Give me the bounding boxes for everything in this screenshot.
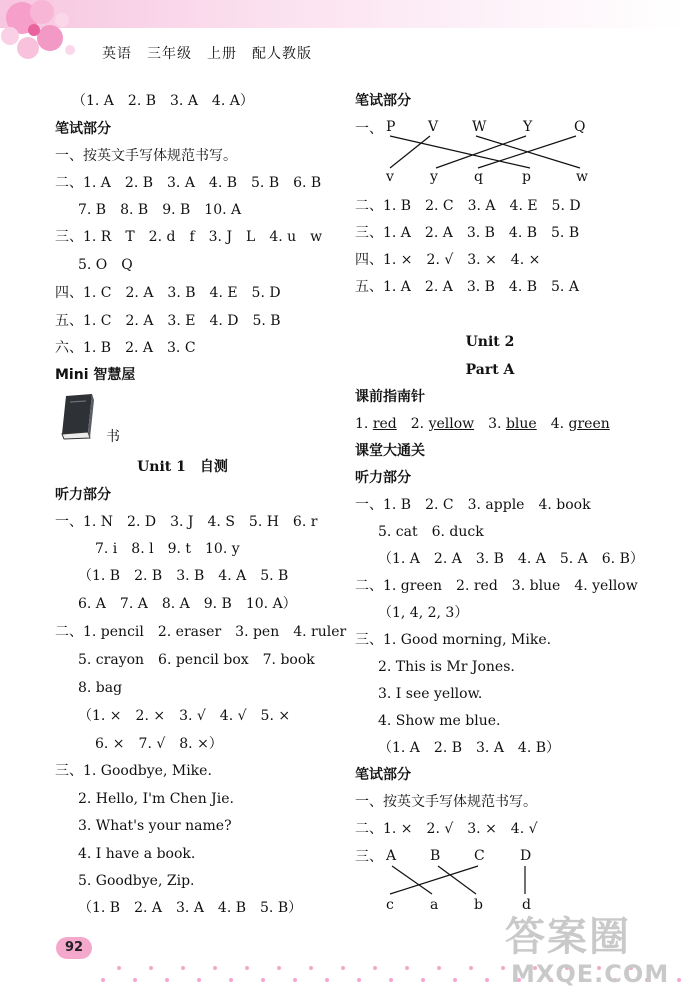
matching-lines [380, 862, 540, 898]
decorative-dot [133, 978, 137, 982]
decorative-dot [437, 966, 441, 970]
match-top-letter: C [474, 848, 485, 864]
decorative-dot [213, 966, 217, 970]
decorative-dot [421, 978, 425, 982]
match-top-letter: Y [523, 119, 533, 135]
answer-line: 五、1. A 2. A 3. B 4. B 5. A [355, 279, 579, 295]
watermark-url: MXQE.COM [511, 960, 670, 988]
answer-line: 5. crayon 6. pencil box 7. book [78, 652, 315, 668]
book-icon [58, 392, 98, 440]
answer-line: 7. B 8. B 9. B 10. A [78, 202, 242, 218]
match-top-letter: W [472, 119, 487, 135]
answer-line: 7. i 8. l 9. t 10. y [95, 541, 240, 557]
decorative-dot [405, 966, 409, 970]
match-prefix: 三、 [355, 849, 383, 865]
match-bottom-letter: p [522, 169, 531, 185]
watermark-logo: 答案圈 [505, 914, 631, 960]
answer-line: （1. × 2. × 3. √ 4. √ 5. × [78, 708, 291, 724]
answer-line: 三、1. A 2. A 3. B 4. B 5. B [355, 225, 580, 241]
decorative-dot [293, 978, 297, 982]
underlined-word: red [372, 416, 397, 432]
unit-title: Unit 2 [465, 334, 515, 350]
section-heading: 听力部分 [55, 487, 111, 503]
answer-line: 一、按英文手写体规范书写。 [55, 148, 237, 164]
answer-line: 二、1. × 2. √ 3. × 4. √ [355, 821, 538, 837]
match-top-letter: V [428, 119, 439, 135]
match-bottom-letter: v [386, 169, 394, 185]
answer-line: 三、1. R T 2. d f 3. J L 4. u w [55, 229, 323, 245]
answer-line: 2. Hello, I'm Chen Jie. [78, 791, 234, 807]
underlined-word: green [568, 416, 610, 432]
answer-line: 8. bag [78, 680, 123, 696]
decorative-dot [245, 966, 249, 970]
section-heading: 笔试部分 [55, 121, 111, 137]
answer-line: 6. A 7. A 8. A 9. B 10. A） [78, 596, 297, 612]
match-bottom-letter: b [474, 897, 483, 913]
answer-line: 四、1. C 2. A 3. B 4. E 5. D [55, 285, 281, 301]
match-bottom-letter: d [522, 897, 531, 913]
underlined-word: blue [505, 416, 537, 432]
answer-line: 一、1. B 2. C 3. apple 4. book [355, 497, 591, 513]
match-bottom-letter: q [474, 169, 483, 185]
answer-line: 二、1. pencil 2. eraser 3. pen 4. ruler [55, 624, 347, 640]
answer-line: 1. red 2. yellow 3. blue 4. green [355, 416, 610, 432]
decorative-dot [389, 978, 393, 982]
decorative-dot [341, 966, 345, 970]
page-number: 92 [56, 937, 92, 959]
section-heading: 课堂大通关 [355, 443, 425, 459]
decorative-dot [373, 966, 377, 970]
answer-line: 三、1. Good morning, Mike. [355, 632, 552, 648]
answer-line: 六、1. B 2. A 3. C [55, 340, 196, 356]
decorative-dot [149, 966, 153, 970]
answer-line: （1. B 2. B 3. B 4. A 5. B [78, 568, 289, 584]
answer-line: 5. cat 6. duck [378, 524, 484, 540]
book-label: 书 [106, 429, 120, 445]
answer-line: 五、1. C 2. A 3. E 4. D 5. B [55, 313, 281, 329]
answer-line: 5. O Q [78, 257, 133, 273]
match-bottom-letter: w [576, 169, 588, 185]
decorative-dot [197, 978, 201, 982]
decorative-dot [325, 978, 329, 982]
section-heading: 听力部分 [355, 470, 411, 486]
answer-line: 三、1. Goodbye, Mike. [55, 763, 212, 779]
answer-line: 二、1. B 2. C 3. A 4. E 5. D [355, 198, 581, 214]
answer-line: 二、1. green 2. red 3. blue 4. yellow [355, 578, 638, 594]
answer-line: 一、按英文手写体规范书写。 [355, 794, 537, 810]
decorative-dot [101, 978, 105, 982]
decorative-dot [117, 966, 121, 970]
match-bottom-letter: c [386, 897, 394, 913]
part-title: Part A [465, 362, 515, 378]
decorative-dot [357, 978, 361, 982]
answer-line: 6. × 7. √ 8. ×） [95, 736, 223, 752]
match-top-letter: Q [574, 119, 586, 135]
match-top-letter: D [520, 848, 532, 864]
answer-line: 4. Show me blue. [378, 713, 501, 729]
decorative-dot [229, 978, 233, 982]
section-heading: 笔试部分 [355, 767, 411, 783]
answer-line: 四、1. × 2. √ 3. × 4. × [355, 252, 541, 268]
answer-line: （1, 4, 2, 3） [378, 605, 469, 621]
header-title: 英语 三年级 上册 配人教版 [102, 46, 312, 62]
answer-line: 一、1. N 2. D 3. J 4. S 5. H 6. r [55, 514, 318, 530]
flower-decoration [0, 0, 95, 90]
section-heading: 课前指南针 [355, 389, 425, 405]
match-bottom-letter: a [430, 897, 439, 913]
header-band [0, 0, 685, 28]
decorative-dot [485, 978, 489, 982]
decorative-dot [165, 978, 169, 982]
answer-line: 3. What's your name? [78, 818, 232, 834]
decorative-dot [469, 966, 473, 970]
underlined-word: yellow [428, 416, 475, 432]
match-top-letter: P [386, 119, 396, 135]
answer-line: （1. A 2. B 3. A 4. A） [72, 93, 254, 109]
answer-line: （1. A 2. B 3. A 4. B） [378, 740, 561, 756]
decorative-dot [261, 978, 265, 982]
matching-lines [380, 130, 600, 175]
unit-title: Unit 1 自测 [137, 459, 228, 475]
answer-line: （1. A 2. A 3. B 4. A 5. A 6. B） [378, 551, 644, 567]
match-top-letter: B [430, 848, 441, 864]
decorative-dot [309, 966, 313, 970]
answer-line: 2. This is Mr Jones. [378, 659, 515, 675]
section-heading: Mini 智慧屋 [55, 367, 136, 383]
section-heading: 笔试部分 [355, 93, 411, 109]
answer-line: 5. Goodbye, Zip. [78, 873, 195, 889]
answer-line: （1. B 2. A 3. A 4. B 5. B） [78, 900, 303, 916]
answer-line: 3. I see yellow. [378, 686, 483, 702]
match-top-letter: A [386, 848, 397, 864]
match-bottom-letter: y [430, 169, 438, 185]
decorative-dot [453, 978, 457, 982]
watermark [505, 905, 680, 995]
decorative-dot [277, 966, 281, 970]
decorative-dot [181, 966, 185, 970]
match-prefix: 一、 [355, 121, 383, 137]
answer-line: 二、1. A 2. B 3. A 4. B 5. B 6. B [55, 175, 322, 191]
answer-line: 4. I have a book. [78, 846, 196, 862]
